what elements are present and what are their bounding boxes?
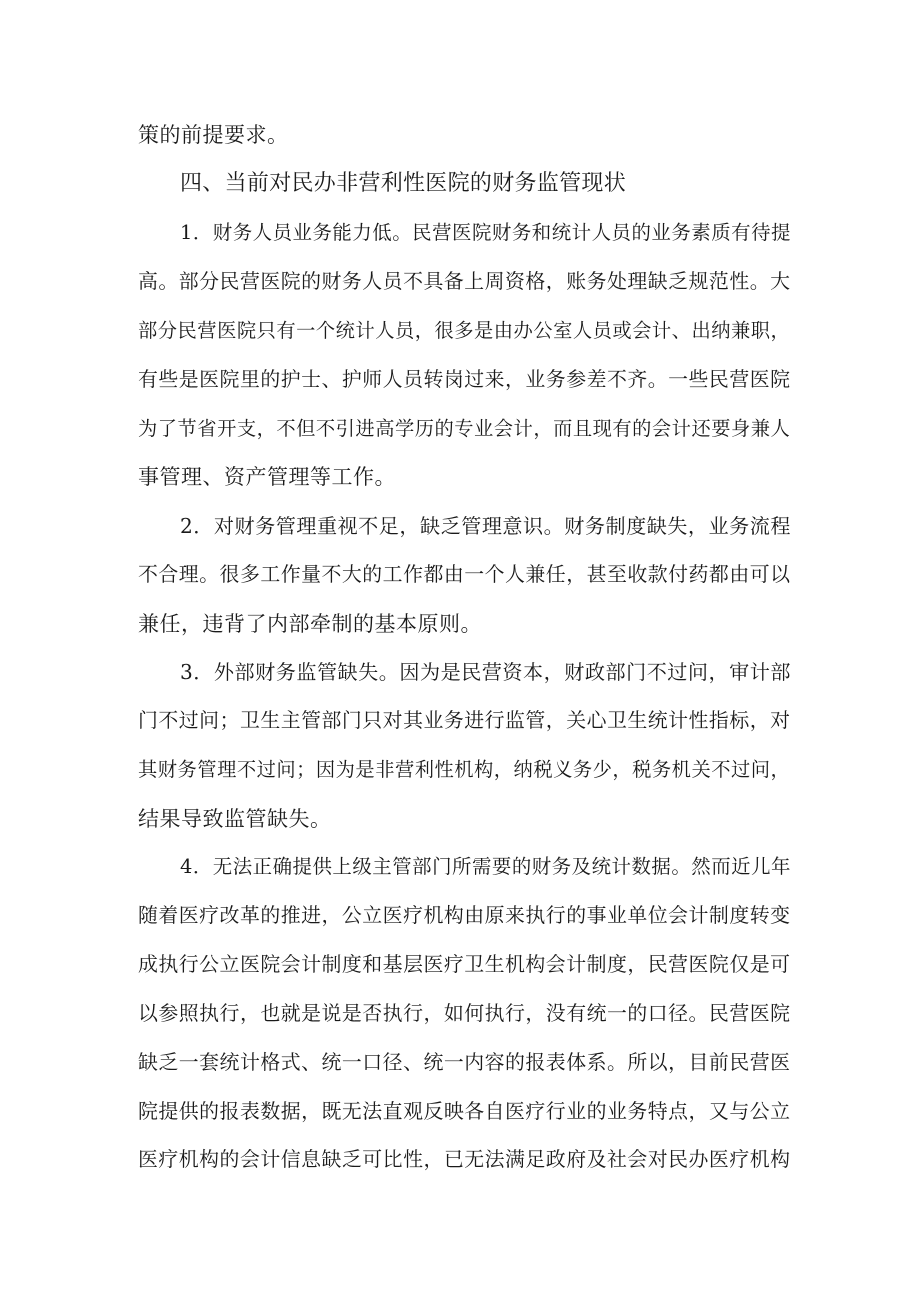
paragraph-1-line-2: 高。部分民营医院的财务人员不具备上周资格，账务处理缺乏规范性。大	[138, 270, 791, 293]
section-heading: 四、当前对民办非营利性医院的财务监管现状	[180, 171, 627, 196]
paragraph-4-line-1: 4．无法正确提供上级主管部门所需要的财务及统计数据。然而近儿年	[180, 855, 791, 878]
paragraph-1-line-5: 为了节省开支，不但不引进高学历的专业会计，而且现有的会计还要身兼人	[138, 417, 791, 440]
paragraph-2-line-1: 2．对财务管理重视不足，缺乏管理意识。财务制度缺失，业务流程	[180, 514, 791, 538]
paragraph-3-line-2: 门不过问；卫生主管部门只对其业务进行监管，关心卫生统计性指标，对	[138, 709, 791, 732]
paragraph-1-line-6: 事管理、资产管理等工作。	[138, 465, 396, 489]
paragraph-1-line-4: 有些是医院里的护士、护师人员转岗过来，业务参差不齐。一些民营医院	[138, 368, 791, 391]
continuation-line: 策的前提要求。	[138, 123, 289, 147]
paragraph-1-line-3: 部分民营医院只有一个统计人员，很多是由办公室人员或会计、出纳兼职，	[138, 319, 791, 342]
paragraph-3-line-3: 其财务管理不过问；因为是非营利性机构，纳税义务少，税务机关不过问，	[138, 758, 791, 781]
paragraph-3-line-1: 3．外部财务监管缺失。因为是民营资本，财政部门不过问，审计部	[180, 660, 791, 684]
paragraph-4-line-2: 随着医疗改革的推进，公立医疗机构由原来执行的事业单位会计制度转变	[138, 904, 791, 927]
paragraph-4-line-5: 缺乏一套统计格式、统一口径、统一内容的报表体系。所以，目前民营医	[138, 1051, 791, 1074]
paragraph-2-line-2: 不合理。很多工作量不大的工作都由一个人兼任，甚至收款付药都由可以	[138, 563, 791, 586]
paragraph-4-line-3: 成执行公立医院会计制度和基层医疗卫生机构会计制度，民营医院仅是可	[138, 953, 791, 976]
paragraph-4-line-7: 医疗机构的会计信息缺乏可比性，已无法满足政府及社会对民办医疗机构	[138, 1148, 791, 1171]
paragraph-4-line-6: 院提供的报表数据，既无法直观反映各自医疗行业的业务特点，又与公立	[138, 1100, 791, 1123]
paragraph-2-line-3: 兼任，违背了内部牵制的基本原则。	[138, 612, 482, 636]
paragraph-4-line-4: 以参照执行，也就是说是否执行，如何执行，没有统一的口径。民营医院	[138, 1002, 791, 1025]
paragraph-1-line-1: 1．财务人员业务能力低。民营医院财务和统计人员的业务素质有待提	[180, 221, 791, 244]
paragraph-3-line-4: 结果导致监管缺失。	[138, 807, 332, 831]
